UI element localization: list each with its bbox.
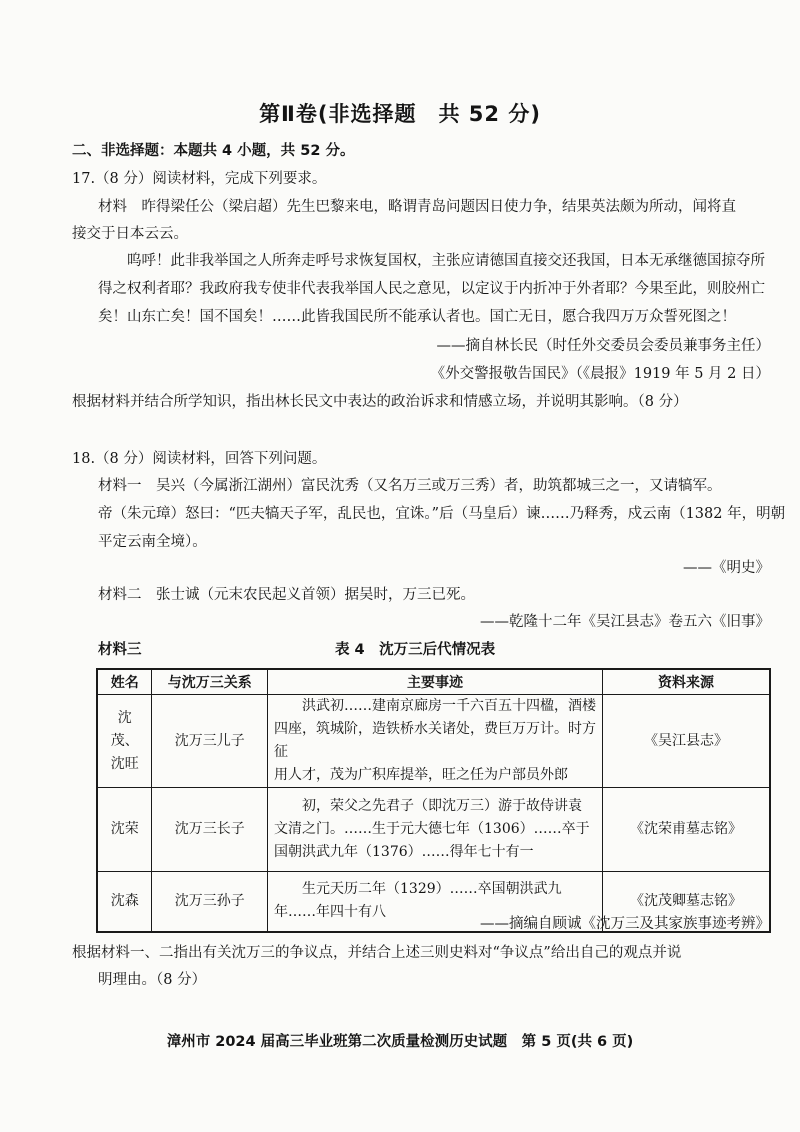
q17-header: 17.（8 分）阅读材料，完成下列要求。 — [72, 171, 327, 187]
q18-material-one-line: 帝（朱元璋）怒曰：“匹夫犒天子军，乱民也，宜诛。”后（马皇后）谏……乃释秀，戍云南（1382 年，明朝 — [98, 506, 786, 522]
cell-relation: 沈万三孙子 — [152, 872, 268, 932]
q18-task: 明理由。（8 分） — [98, 972, 207, 988]
q17-source: ——摘自林长民（时任外交委员会委员兼事务主任） — [436, 338, 770, 354]
q17-material-line: 材料 昨得梁任公（梁启超）先生巴黎来电，略谓青岛问题因日使力争，结果英法颇为所动，闻将直 — [98, 199, 736, 215]
name-line: 沈荣 — [110, 821, 139, 837]
cell-source: 《沈茂卿墓志铭》 — [603, 872, 770, 932]
table-caption: 表 4 沈万三后代情况表 — [335, 642, 496, 658]
q17-source: 《外交警报敬告国民》（《晨报》1919 年 5 月 2 日） — [430, 366, 770, 382]
name-line: 沈茂、 — [110, 709, 139, 749]
cell-relation: 沈万三长子 — [152, 788, 268, 872]
cell-source: 《吴江县志》 — [603, 695, 770, 788]
q18-material-two-source: ——乾隆十二年《吴江县志》卷五六《旧事》 — [480, 614, 770, 630]
q18-task: 根据材料一、二指出有关沈万三的争议点，并结合上述三则史料对“争议点”给出自己的观点并说 — [72, 945, 682, 961]
cell-relation: 沈万三儿子 — [152, 695, 268, 788]
q18-material-one-source: ——《明史》 — [683, 560, 770, 576]
deeds-line: 洪武初……建南京廊房一千六百五十四楹，酒楼 — [302, 698, 597, 714]
name-line: 沈森 — [110, 892, 139, 909]
q17-task: 根据材料并结合所学知识，指出林长民文中表达的政治诉求和情感立场，并说明其影响。（8 分） — [72, 394, 688, 410]
deeds-line: 文清之门。……生于元大德七年（1306）……卒于 — [274, 821, 590, 837]
table-header-row — [97, 669, 770, 695]
name-line: 沈旺 — [110, 755, 139, 772]
deeds-line: 初，荣父之先君子（即沈万三）游于故侍讲袁 — [302, 798, 583, 814]
cell-name — [97, 872, 152, 932]
header-deeds: 主要事迹 — [268, 669, 603, 695]
deeds-line: 用人才，茂为广积库提举，旺之任为户部员外郎 — [274, 767, 569, 783]
deeds-line: 四座，筑城阶，造铁桥水关诸处，费巨万万计。时方征 — [274, 721, 597, 760]
table-source: ——摘编自顾诚《沈万三及其家族事迹考辨》 — [480, 916, 770, 932]
q17-material-line: 接交于日本云云。 — [72, 226, 188, 242]
cell-name — [97, 695, 152, 788]
header-name: 姓名 — [97, 669, 152, 695]
page-footer: 漳州市 2024 届高三毕业班第二次质量检测历史试题 第 5 页(共 6 页) — [166, 1034, 634, 1050]
deeds-line: 生元天历二年（1329）……卒国朝洪武九 — [302, 881, 562, 898]
q17-material-line: 呜呼！此非我举国之人所奔走呼号求恢复国权，主张应请德国直接交还我国，日本无承继德国掠夺所 — [127, 253, 765, 269]
part-heading: 二、非选择题：本题共 4 小题，共 52 分。 — [72, 143, 355, 159]
cell-deeds — [268, 695, 603, 788]
deeds-line: 国朝洪武九年（1376）……得年七十有一 — [274, 844, 534, 860]
q18-material-one-line: 材料一 吴兴（今属浙江湖州）富民沈秀（又名万三或万三秀）者，助筑都城三之一，又请犒军。 — [98, 478, 722, 494]
section-title: 第Ⅱ卷(非选择题 共 52 分) — [259, 102, 541, 126]
q18-material-one-line: 平定云南全境）。 — [98, 534, 207, 550]
header-source: 资料来源 — [603, 669, 770, 695]
descendants-table — [96, 668, 771, 933]
q18-material-two: 材料二 张士诚（元末农民起义首领）据吴时，万三已死。 — [98, 587, 475, 603]
deeds-line: 年……年四十有八 — [274, 904, 387, 921]
cell-deeds — [268, 788, 603, 872]
q17-material-line: 矣！山东亡矣！国不国矣！……此皆我国民所不能承认者也。国亡无日，愿合我四万万众誓死图之！ — [98, 309, 736, 325]
q18-material-three-label: 材料三 — [98, 642, 142, 658]
header-relation: 与沈万三关系 — [152, 669, 268, 695]
q18-header: 18.（8 分）阅读材料，回答下列问题。 — [72, 451, 327, 467]
cell-source: 《沈荣甫墓志铭》 — [603, 788, 770, 872]
table-row — [97, 695, 770, 788]
q17-material-line: 得之权利者耶？我政府我专使非代表我举国人民之意见，以定议于内折冲于外者耶？今果至此，则胶州亡 — [98, 281, 765, 297]
table-row — [97, 788, 770, 872]
cell-name — [97, 788, 152, 872]
